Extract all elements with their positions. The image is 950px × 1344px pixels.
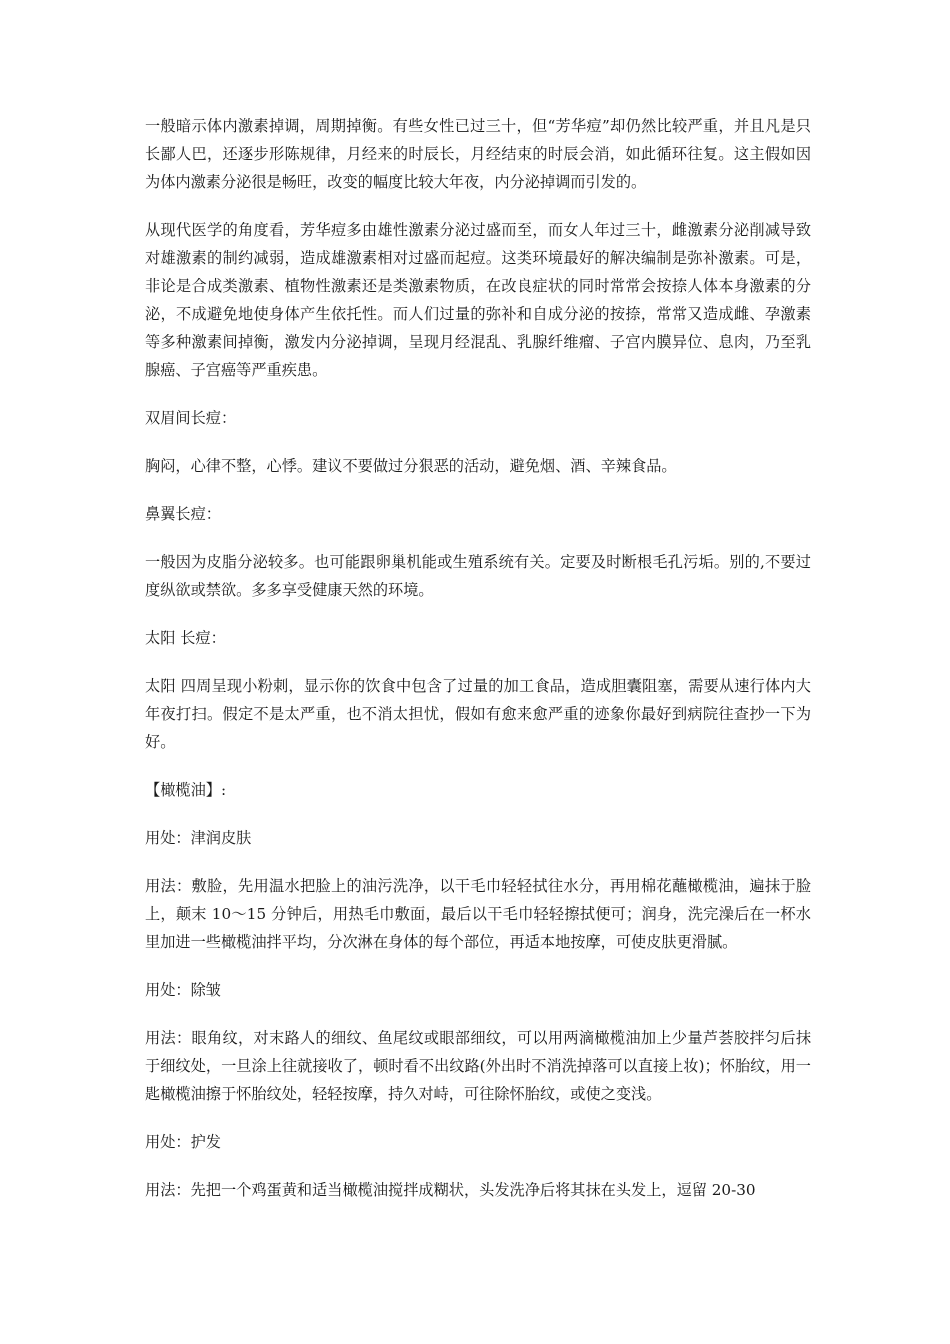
paragraph-modern-medicine: 从现代医学的角度看，芳华痘多由雄性激素分泌过盛而至，而女人年过三十，雌激素分泌削减导致对雄激素的制约减弱，造成雄激素相对过盛而起痘。这类环境最好的解决编制是弥补激素。可是，非论是合成类激素、植物性激素还是类激素物质，在改良症状的同时常常会按捺人体本身激素的分泌，不成避免地使身体产生依托性。而人们过量的弥补和自成分泌的按捺，常常又造成雌、孕激素等多种激素间掉衡，激发内分泌掉调，呈现月经混乱、乳腺纤维瘤、子宫内膜异位、息肉，乃至乳腺癌、子宫癌等严重疾患。 xyxy=(145,221,811,379)
heading-olive-oil: 【橄榄油】: xyxy=(145,781,227,799)
heading-temples: 太阳 长痘： xyxy=(145,629,226,647)
use-hair-care: 用处：护发 xyxy=(145,1133,221,1151)
document-body xyxy=(145,112,811,1224)
method-remove-wrinkles: 用法：眼角纹，对末路人的细纹、鱼尾纹或眼部细纹，可以用两滴橄榄油加上少量芦荟胶拌匀后抹于细纹处，一旦涂上往就接收了，顿时看不出纹路(外出时不消洗掉落可以直接上妆)；怀胎纹，用一匙橄榄油擦于怀胎纹处，轻轻按摩，持久对峙，可往除怀胎纹，或使之变浅。 xyxy=(145,1029,811,1103)
heading-nose-wings: 鼻翼长痘： xyxy=(145,505,221,523)
use-moisturize-skin: 用处：津润皮肤 xyxy=(145,829,252,847)
paragraph-between-eyebrows: 胸闷，心律不整，心悸。建议不要做过分狠恶的活动，避免烟、酒、辛辣食品。 xyxy=(145,457,677,475)
method-hair-care: 用法：先把一个鸡蛋黄和适当橄榄油搅拌成糊状，头发洗净后将其抹在头发上，逗留 20-30 xyxy=(145,1181,756,1199)
paragraph-nose-wings: 一般因为皮脂分泌较多。也可能跟卵巢机能或生殖系统有关。定要及时断根毛孔污垢。别的,不要过度纵欲或禁欲。多多享受健康天然的环境。 xyxy=(145,553,811,599)
heading-between-eyebrows: 双眉间长痘： xyxy=(145,409,237,427)
method-moisturize-skin: 用法：敷脸，先用温水把脸上的油污洗净，以干毛巾轻轻拭往水分，再用棉花蘸橄榄油，遍抹于脸上，颠末 10～15 分钟后，用热毛巾敷面，最后以干毛巾轻轻擦拭便可；润身，洗完澡后在一杯水里加进一些橄榄油拌平均，分次淋在身体的每个部位，再适本地按摩，可使皮肤更滑腻。 xyxy=(145,877,811,951)
paragraph-temples: 太阳 四周呈现小粉刺，显示你的饮食中包含了过量的加工食品，造成胆囊阻塞，需要从速行体内大年夜打扫。假定不是太严重，也不消太担忧，假如有愈来愈严重的迹象你最好到病院往查抄一下为好。 xyxy=(145,677,811,751)
use-remove-wrinkles: 用处：除皱 xyxy=(145,981,221,999)
paragraph-hormone-imbalance: 一般暗示体内激素掉调，周期掉衡。有些女性已过三十，但“芳华痘”却仍然比较严重，并且凡是只长鄙人巴，还逐步形陈规律，月经来的时辰长，月经结束的时辰会消，如此循环往复。这主假如因为体内激素分泌很是畅旺，改变的幅度比较大年夜，内分泌掉调而引发的。 xyxy=(145,117,811,191)
